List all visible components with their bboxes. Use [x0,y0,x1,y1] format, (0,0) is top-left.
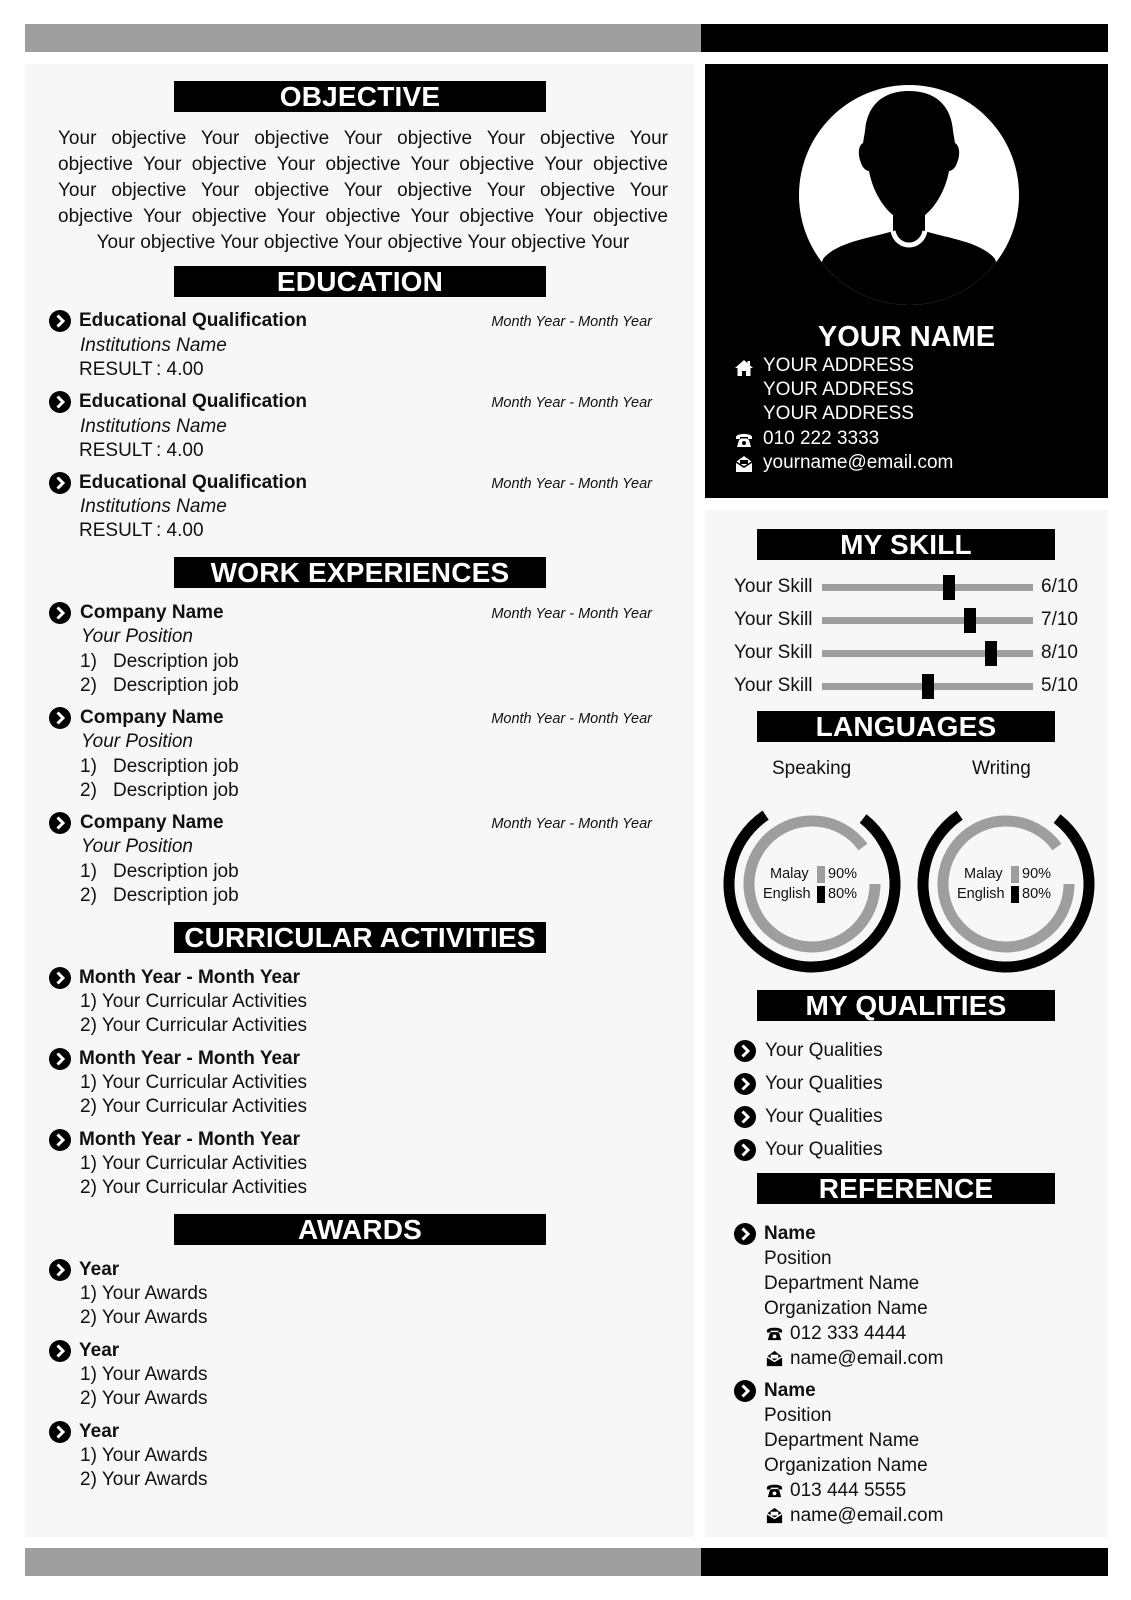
chevron-circle-icon [734,1073,756,1095]
language-name: English [763,886,811,902]
language-percent: 80% [1022,886,1052,902]
skill-slider [822,617,1033,624]
skill-score: 8/10 [1041,642,1078,663]
chevron-circle-icon [734,1380,756,1402]
reference-position: Position [764,1248,832,1269]
top-color-bar [25,24,1108,52]
curricular-heading: CURRICULAR ACTIVITIES [174,922,546,953]
skill-level-marker [943,575,955,600]
award-year: Year [79,1421,120,1442]
language-color-swatch [1011,886,1019,903]
language-name: English [957,886,1005,902]
award-item: 1) Your Awards [80,1283,208,1304]
objective-heading: OBJECTIVE [174,81,546,112]
skill-label: Your Skill [734,609,813,630]
description-text: Description job [113,885,239,906]
mail-icon [734,454,754,474]
education-institution: Institutions Name [80,496,227,517]
awards-heading: AWARDS [174,1214,546,1245]
award-item: 2) Your Awards [80,1469,208,1490]
work-date: Month Year - Month Year [491,606,652,622]
skill-label: Your Skill [734,675,813,696]
education-result-label: RESULT [79,440,153,461]
bottom-color-bar [25,1548,1108,1576]
award-item: 1) Your Awards [80,1364,208,1385]
education-result-label: RESULT [79,520,153,541]
description-number: 1) [80,651,97,672]
curricular-activity: 1) Your Curricular Activities [80,1072,308,1093]
education-institution: Institutions Name [80,335,227,356]
chevron-circle-icon [49,391,71,413]
skill-slider [822,650,1033,657]
language-gauge-title: Writing [972,758,1031,779]
profile-name: YOUR NAME [817,321,996,353]
skill-slider [822,584,1033,591]
language-percent: 90% [828,866,858,882]
reference-phone: 013 444 5555 [790,1480,907,1501]
reference-email: name@email.com [790,1505,944,1526]
chevron-circle-icon [734,1139,756,1161]
education-result-value: : 4.00 [156,520,204,541]
curricular-date: Month Year - Month Year [79,967,301,988]
description-number: 1) [80,861,97,882]
chevron-circle-icon [734,1223,756,1245]
address-line: YOUR ADDRESS [763,403,914,424]
work-position: Your Position [81,626,193,647]
award-item: 2) Your Awards [80,1307,208,1328]
quality-item: Your Qualities [765,1040,883,1061]
reference-phone: 012 333 4444 [790,1323,907,1344]
company-name: Company Name [80,707,224,728]
language-color-swatch [817,866,825,883]
objective-text: Your objective Your objective Your objective Your objective Your objective Your objective Your objective Your objective Your objective Your objective Your objective Your objective Your objective Your objective Your objective Your objective Your objective Your objective Your objective Your objective Your objective Your objective Your [58,128,668,253]
language-color-swatch [1011,866,1019,883]
reference-email: name@email.com [790,1348,944,1369]
chevron-circle-icon [49,1340,71,1362]
education-date: Month Year - Month Year [491,395,652,411]
reference-department: Department Name [764,1430,920,1451]
skill-label: Your Skill [734,642,813,663]
language-gauge-title: Speaking [772,758,852,779]
skill-score: 5/10 [1041,675,1078,696]
education-result-value: : 4.00 [156,359,204,380]
chevron-circle-icon [734,1040,756,1062]
award-year: Year [79,1340,120,1361]
language-ring-malay [943,821,1069,947]
education-heading: EDUCATION [174,266,546,297]
company-name: Company Name [80,812,224,833]
writing-gauge [915,793,1097,975]
work-date: Month Year - Month Year [491,816,652,832]
company-name: Company Name [80,602,224,623]
curricular-activity: 1) Your Curricular Activities [80,991,308,1012]
phone-icon [734,430,754,450]
description-text: Description job [113,780,239,801]
chevron-circle-icon [49,707,71,729]
qualities-heading: MY QUALITIES [757,990,1055,1021]
profile-phone: 010 222 3333 [763,428,880,449]
award-year: Year [79,1259,120,1280]
description-number: 2) [80,675,97,696]
work-position: Your Position [81,836,193,857]
description-text: Description job [113,756,239,777]
chevron-circle-icon [49,967,71,989]
description-text: Description job [113,675,239,696]
profile-email: yourname@email.com [763,452,954,473]
skills-heading: MY SKILL [757,529,1055,560]
skill-slider [822,683,1033,690]
chevron-circle-icon [734,1106,756,1128]
skill-score: 7/10 [1041,609,1078,630]
education-date: Month Year - Month Year [491,476,652,492]
description-number: 1) [80,756,97,777]
description-number: 2) [80,885,97,906]
reference-organization: Organization Name [764,1455,928,1476]
skill-label: Your Skill [734,576,813,597]
language-ring-malay [749,821,875,947]
skill-level-marker [964,608,976,633]
address-line: YOUR ADDRESS [763,355,914,376]
speaking-gauge [721,793,903,975]
person-silhouette-icon [797,83,1021,307]
curricular-activity: 2) Your Curricular Activities [80,1177,308,1198]
curricular-activity: 1) Your Curricular Activities [80,1153,308,1174]
work-heading: WORK EXPERIENCES [174,557,546,588]
reference-organization: Organization Name [764,1298,928,1319]
curricular-date: Month Year - Month Year [79,1129,301,1150]
mail-icon [765,1506,784,1525]
language-name: Malay [770,866,809,882]
languages-heading: LANGUAGES [757,711,1055,742]
award-item: 1) Your Awards [80,1445,208,1466]
skill-level-marker [985,641,997,666]
education-qualification: Educational Qualification [79,391,308,412]
education-qualification: Educational Qualification [79,472,308,493]
language-name: Malay [964,866,1003,882]
language-percent: 90% [1022,866,1052,882]
phone-icon [765,1324,784,1343]
address-line: YOUR ADDRESS [763,379,914,400]
chevron-circle-icon [49,1259,71,1281]
language-percent: 80% [828,886,858,902]
chevron-circle-icon [49,1421,71,1443]
reference-position: Position [764,1405,832,1426]
phone-icon [765,1481,784,1500]
chevron-circle-icon [49,310,71,332]
skill-score: 6/10 [1041,576,1078,597]
description-text: Description job [113,651,239,672]
chevron-circle-icon [49,472,71,494]
education-result-label: RESULT [79,359,153,380]
curricular-activity: 2) Your Curricular Activities [80,1096,308,1117]
description-text: Description job [113,861,239,882]
education-institution: Institutions Name [80,416,227,437]
reference-department: Department Name [764,1273,920,1294]
education-qualification: Educational Qualification [79,310,308,331]
reference-heading: REFERENCE [757,1173,1055,1204]
curricular-date: Month Year - Month Year [79,1048,301,1069]
description-number: 2) [80,780,97,801]
language-color-swatch [817,886,825,903]
skill-level-marker [922,674,934,699]
quality-item: Your Qualities [765,1073,883,1094]
curricular-activity: 2) Your Curricular Activities [80,1015,308,1036]
chevron-circle-icon [49,812,71,834]
work-date: Month Year - Month Year [491,711,652,727]
chevron-circle-icon [49,1129,71,1151]
quality-item: Your Qualities [765,1139,883,1160]
home-icon [734,358,754,378]
education-result-value: : 4.00 [156,440,204,461]
chevron-circle-icon [49,1048,71,1070]
award-item: 2) Your Awards [80,1388,208,1409]
reference-name: Name [764,1380,816,1401]
quality-item: Your Qualities [765,1106,883,1127]
work-position: Your Position [81,731,193,752]
chevron-circle-icon [49,602,71,624]
education-date: Month Year - Month Year [491,314,652,330]
mail-icon [765,1349,784,1368]
reference-name: Name [764,1223,816,1244]
